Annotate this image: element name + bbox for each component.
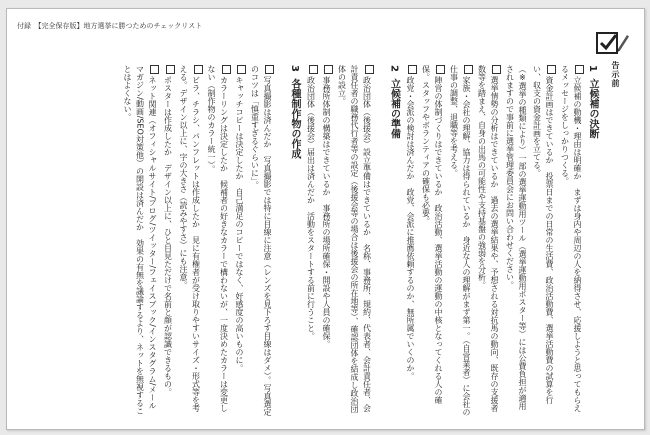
checkbox-pen-icon: [596, 29, 630, 57]
section-1-title: [584, 65, 600, 417]
checklist-item: 事務所体制の構築はできているか 事務所の場所確保・開設や人員の確保。: [320, 65, 334, 417]
checkbox-icon[interactable]: [464, 65, 473, 74]
checklist-item: 資金計画はできているか 投票日までの日常の生活費、政治活動費、選挙活動費の試算を行い、収支の資金計画を立てる。: [532, 65, 554, 404]
checklist-item: 写真撮影は済んだか 写真撮影では特に目線に注意（レンズを見下ろす目線はダメ）。写真選定のコツは「慎重すぎるぐらいに」。: [250, 65, 272, 416]
notice-label: 告示前: [611, 61, 620, 88]
checkbox-icon[interactable]: [150, 65, 159, 74]
checkbox-icon[interactable]: [194, 65, 203, 74]
checkbox-icon[interactable]: [265, 65, 274, 74]
checkbox-icon[interactable]: [492, 65, 501, 74]
checklist-item: 家族・会社の理解、協力は得られているか 身近な人の理解がまず第一。（自営業者）に会社の仕事の調整、退職等を考える。: [449, 65, 471, 416]
checkbox-icon[interactable]: [309, 65, 318, 74]
checkbox-icon[interactable]: [222, 65, 231, 74]
checklist-item: 政党・会派の検討は済んだか 政党、会派に推薦依頼するのか、無所属でいくのか。: [404, 65, 418, 417]
checklist-item: キャッチコピーは決定したか 自己満足のコピーではなく、好感度の高いものに。: [233, 65, 247, 417]
checklist-columns: [40, 65, 600, 417]
checklist-item: ビラ、チラシ、パンフレットは作成したか 見に有権者が受け取りやすいサイズ・形式等を考える。デザイン以上に、字の大きさ（読みやすさ）にも注意。: [179, 65, 201, 412]
checklist-item: 政治団体（後援会）設立準備はできているか 名称、事務所、規約、代表者、会計責任者、会計責任者の職務代行者等の設定（後援会等の場合は後援会の所在地等）、確認団体を結成し政治団体の設立。: [337, 65, 372, 413]
page-header: 付録 【完全保存版】地方選挙に勝つためのチェックリスト: [17, 22, 203, 30]
section-2-number: 2: [388, 65, 400, 72]
checkbox-icon[interactable]: [166, 65, 175, 74]
checklist-item: 選挙情勢の分析はできているか 過去の選挙結果や、予想される対抗馬の動向、既存の支援者数等を踏まえ、自身の出馬の可能性や支持基盤の強弱を分析。: [477, 65, 499, 412]
section-3-label: 各種制作物の作成: [289, 78, 300, 159]
document-page: [6, 8, 645, 430]
checkbox-icon[interactable]: [408, 65, 417, 74]
section-3-title: [286, 65, 302, 417]
section-2-title: [386, 65, 402, 417]
section-3-number: 3: [289, 65, 300, 72]
section-1-label: 立候補の決断: [587, 78, 598, 139]
checklist-item: カラーリングは決定したか 候補者の好きなカラーで構わないが、一度決めたカラーは変更しない（制作物のカラー統一）。: [207, 65, 229, 412]
checklist-item: 政治団体（後援会）届出は済んだか 活動をスタートする前に行うこと。: [304, 65, 318, 417]
checkbox-icon[interactable]: [324, 65, 333, 74]
checklist-item: 陣営の体制づくりはできているか 政治活動、選挙活動の運動の中核となってくれる人の確保。スタッフやボランティアの確保も必要。: [421, 65, 443, 404]
checklist-item: 立候補の動機・理由は明確か まずは身内や周辺の人を納得させ、応援しようと思ってもらえるメッセージをしっかりつくる。: [560, 65, 582, 412]
section-1-number: 1: [587, 65, 598, 72]
checkbox-icon[interactable]: [237, 65, 246, 74]
checklist-item: ポスターは作成したか デザイン以上に、ひと目見ただけで名前と顔が認識できるもの。: [161, 65, 175, 417]
checkbox-icon[interactable]: [436, 65, 445, 74]
section-2-label: 立候補の準備: [388, 78, 400, 139]
checkbox-icon[interactable]: [547, 65, 556, 74]
checklist-note: （※選挙の種類により）一部の選挙運動用ツール（選挙運動用ポスター等）には公費負担が適用されますので事前に選挙管理委員会にお問い合わせください。: [505, 65, 527, 410]
checkbox-icon[interactable]: [365, 65, 374, 74]
checkbox-icon[interactable]: [575, 65, 584, 74]
checklist-item: ネット関連（オフィシャルサイト/ブログ/ツイッター/フェイスブック/インスタグラム/メールマガジン/動画/SEO対策他）の開設は済んだか 効果の有無を議論するより、ネットを無視することはよくない。: [123, 65, 157, 415]
